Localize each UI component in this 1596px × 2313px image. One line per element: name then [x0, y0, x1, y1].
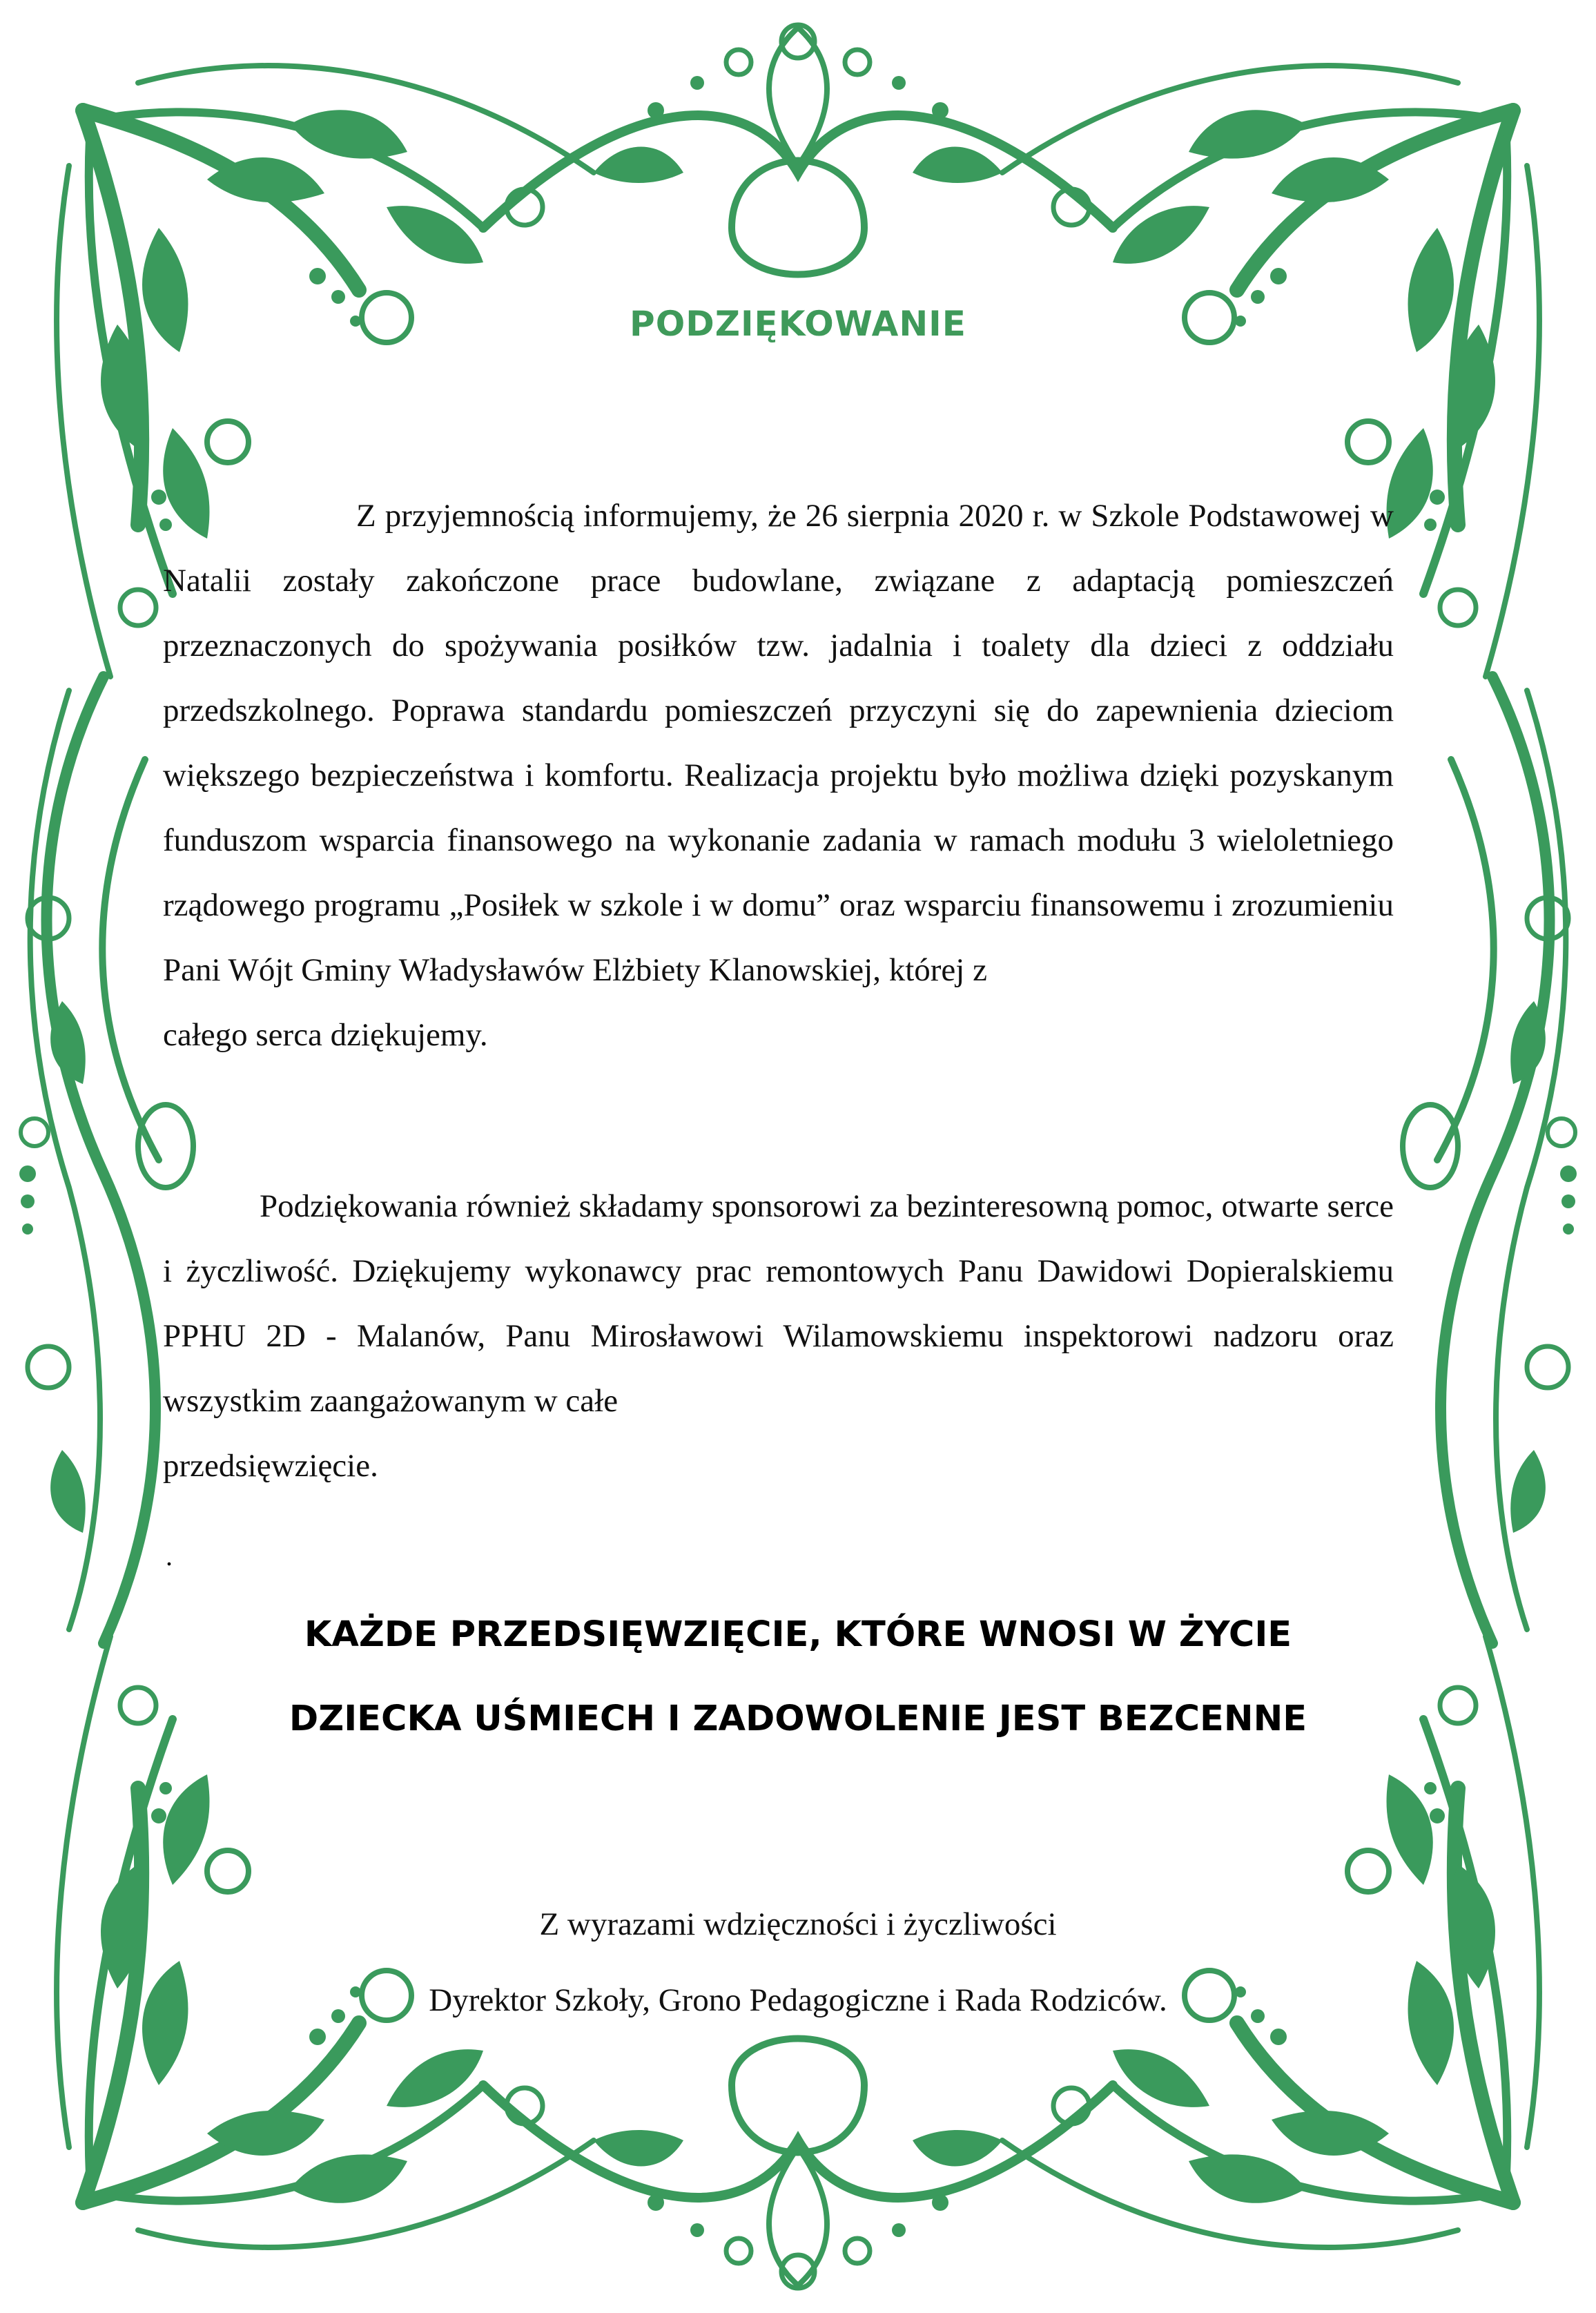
signature-line: Dyrektor Szkoły, Grono Pedagogiczne i Rada Rodziców.: [429, 1982, 1167, 2018]
paragraph-1: [163, 483, 1394, 1067]
stray-dot: .: [166, 1540, 173, 1571]
motto-line-2: DZIECKA UŚMIECH I ZADOWOLENIE JEST BEZCENNE: [289, 1699, 1307, 1739]
closing-line: Z wyrazami wdzięczności i życzliwości: [539, 1906, 1057, 1942]
paragraph-2: [163, 1174, 1394, 1498]
motto-line-1: KAŻDE PRZEDSIĘWZIĘCIE, KTÓRE WNOSI W ŻYCIE: [304, 1614, 1292, 1655]
paragraph-1-end: całego serca dziękujemy.: [163, 1017, 488, 1053]
paragraph-2-end: przedsięwzięcie.: [163, 1448, 378, 1484]
paragraph-2-text: Podziękowania również składamy sponsorowi za bezinteresowną pomoc, otwarte serce i życzliwość. Dziękujemy wykonawcy prac remontowych Panu Dawidowi Dopieralskiemu PPHU 2D - Malanów, Panu Mirosławowi Wilamowskiemu inspektorowi nadzoru oraz wszystkim zaangażowanym w całe: [163, 1188, 1394, 1419]
paragraph-1-text: Z przyjemnością informujemy, że 26 sierpnia 2020 r. w Szkole Podstawowej w Natalii zostały zakończone prace budowlane, związane z adaptacją pomieszczeń przeznaczonych do spożywania posiłków tzw. jadalnia i toalety dla dzieci z oddziału przedszkolnego. Poprawa standardu pomieszczeń przyczyni się do zapewnienia dzieciom większego bezpieczeństwa i komfortu. Realizacja projektu było możliwa dzięki pozyskanym funduszom wsparcia finansowego na wykonanie zadania w ramach modułu 3 wieloletniego rządowego programu „Posiłek w szkole i w domu” oraz wsparciu finansowemu i zrozumieniu Pani Wójt Gminy Władysławów Elżbiety Klanowskiej, której z: [163, 498, 1394, 988]
page-title: PODZIĘKOWANIE: [630, 304, 966, 344]
